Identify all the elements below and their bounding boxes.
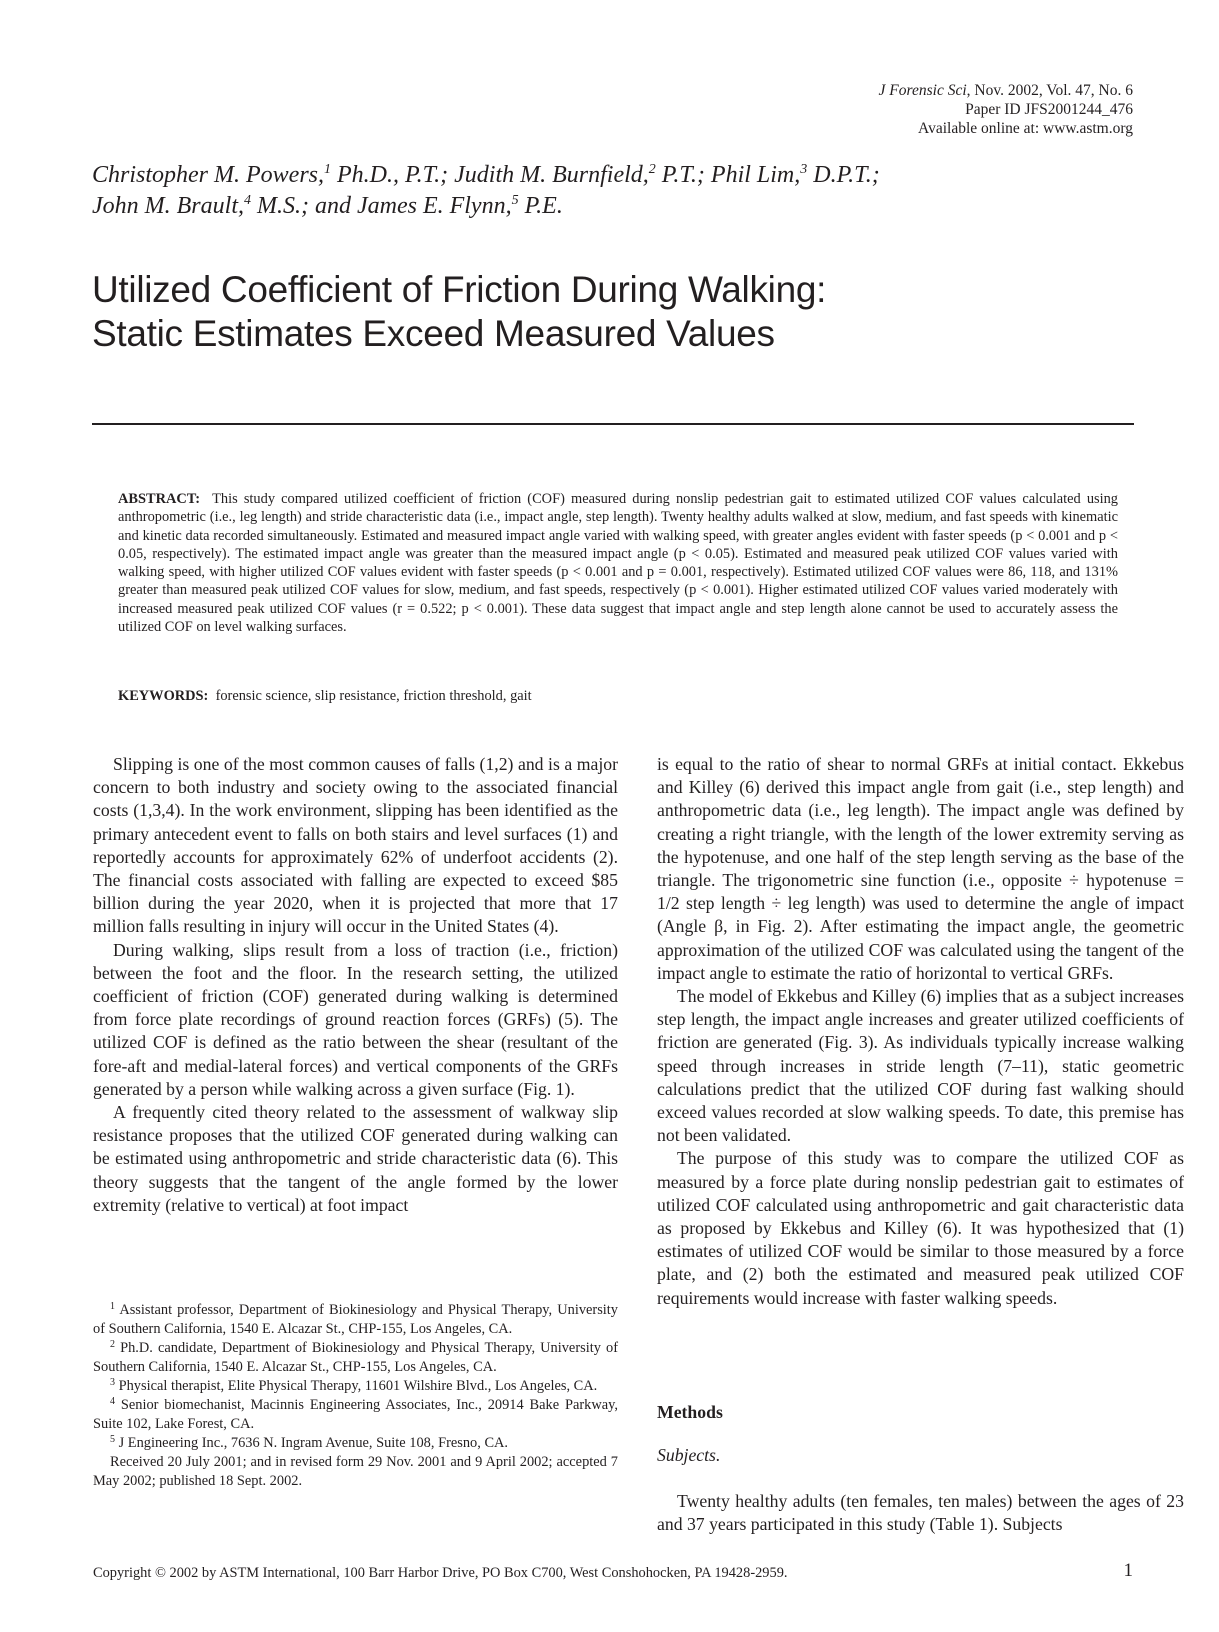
subsection-heading-subjects: Subjects. xyxy=(657,1445,721,1465)
body-paragraph: During walking, slips result from a loss of traction (i.e., friction) between the foot and the floor. In the research setting, the utilized coefficient of friction (COF) generated during walking is determined from force plate recordings of ground reaction forces (GRFs) (5). The utilized COF is defined as the ratio between the shear (resultant of the fore-aft and medial-lateral forces) and vertical components of the GRFs generated by a person while walking across a given surface (Fig. 1). xyxy=(93,939,618,1099)
title-line-1: Utilized Coefficient of Friction During Walking: xyxy=(92,269,827,310)
footnotes xyxy=(93,1301,618,1491)
paper-title xyxy=(92,268,1092,356)
received-dates: Received 20 July 2001; and in revised form 29 Nov. 2001 and 9 April 2002; accepted 7 May 2002; published 18 Sept. 2002. xyxy=(93,1454,618,1489)
paper-id: Paper ID JFS2001244_476 xyxy=(965,101,1133,118)
journal-reference xyxy=(879,81,1133,138)
body-column-left xyxy=(93,753,618,1217)
affiliation-marker: 2 xyxy=(648,162,656,177)
author-list xyxy=(92,160,1092,222)
title-divider xyxy=(92,423,1134,425)
footnote: $^5$ J Engineering Inc., 7636 N. Ingram Avenue, Suite 108, Fresno, CA. xyxy=(110,1434,509,1451)
journal-citation xyxy=(879,81,1133,100)
footnote: $^3$ Physical therapist, Elite Physical Therapy, 11601 Wilshire Blvd., Los Angeles, CA. xyxy=(110,1377,598,1394)
author: James E. Flynn,$^5$ P.E. xyxy=(356,193,563,219)
author: Judith M. Burnfield,$^2$ P.T.; xyxy=(454,162,711,188)
abstract-text: This study compared utilized coefficient of friction (COF) measured during nonslip pedestrian gait to estimated utilized COF values calculated using anthropometric (i.e., leg length) and stride characteristic data (i.e., impact angle, step length). Twenty healthy adults walked at slow, medium, and fast speeds with kinematic and kinetic data recorded simultaneously. Estimated and measured impact angle varied with walking speed, with greater angles evident with faster speeds (p < 0.001 and p < 0.05, respectively). The estimated impact angle was greater than the measured impact angle (p < 0.05). Estimated and measured peak utilized COF values varied with walking speed, with higher utilized COF values evident with faster speeds (p < 0.001 and p = 0.001, respectively). Estimated utilized COF values were 86, 118, and 131% greater than measured peak utilized COF values for slow, medium, and fast speeds, respectively (p < 0.001). Higher estimated utilized COF values varied moderately with increased measured peak utilized COF values (r = 0.522; p < 0.001). These data suggest that impact angle and step length alone cannot be used to accurately assess the utilized COF on level walking surfaces. xyxy=(118,491,1119,636)
availability-link[interactable]: Available online at: www.astm.org xyxy=(918,120,1133,137)
section-heading-methods: Methods xyxy=(657,1402,723,1422)
copyright-notice: Copyright © 2002 by ASTM International, 100 Barr Harbor Drive, PO Box C700, West Conshohocken, PA 19428-2959. xyxy=(93,1565,788,1581)
title-line-2: Static Estimates Exceed Measured Values xyxy=(92,313,775,354)
body-paragraph: A frequently cited theory related to the assessment of walkway slip resistance proposes that the utilized COF generated during walking can be estimated using anthropometric and stride characteristic data (6). This theory suggests that the tangent of the angle formed by the lower extremity (relative to vertical) at foot impact xyxy=(93,1102,618,1215)
footnote: $^1$ Assistant professor, Department of Biokinesiology and Physical Therapy, University of Southern California, 1540 E. Alcazar St., CHP-155, Los Angeles, CA. xyxy=(93,1301,618,1337)
body-column-right xyxy=(657,753,1184,1310)
body-paragraph: The purpose of this study was to compare the utilized COF as measured by a force plate during nonslip pedestrian gait to estimates of utilized COF calculated using anthropometric and gait characteristic data as proposed by Ekkebus and Killey (6). It was hypothesized that (1) estimates of utilized COF would be similar to those measured by a force plate, and (2) both the estimated and measured peak utilized COF requirements would increase with faster walking speeds. xyxy=(657,1148,1184,1308)
author: Christopher M. Powers,$^1$ Ph.D., P.T.; xyxy=(92,162,455,188)
subjects-section xyxy=(657,1490,1184,1536)
body-paragraph: Twenty healthy adults (ten females, ten males) between the ages of 23 and 37 years participated in this study (Table 1). Subjects xyxy=(657,1491,1184,1535)
author: John M. Brault,$^4$ M.S.; and xyxy=(92,193,357,219)
affiliation-marker: 4 xyxy=(243,193,251,208)
footnote: $^2$ Ph.D. candidate, Department of Biokinesiology and Physical Therapy, University of Southern California, 1540 E. Alcazar St., CHP-155, Los Angeles, CA. xyxy=(93,1339,618,1375)
journal-issue: , Nov. 2002, Vol. 47, No. 6 xyxy=(966,82,1133,99)
footnote: $^4$ Senior biomechanist, Macinnis Engineering Associates, Inc., 20914 Bake Parkway, Suite 102, Lake Forest, CA. xyxy=(93,1396,618,1432)
keywords xyxy=(118,687,1118,705)
abstract xyxy=(118,490,1118,636)
author: Phil Lim,$^3$ D.P.T.; xyxy=(710,162,880,188)
page-number: 1 xyxy=(1123,1560,1133,1581)
affiliation-marker: 1 xyxy=(324,162,332,177)
keywords-text: forensic science, slip resistance, friction threshold, gait xyxy=(215,688,532,704)
affiliation-marker: 3 xyxy=(800,162,808,177)
keywords-label: KEYWORDS: xyxy=(118,688,209,704)
body-paragraph: The model of Ekkebus and Killey (6) implies that as a subject increases step length, the impact angle increases and greater utilized coefficients of friction are generated (Fig. 3). As individuals typically increase walking speed through increases in stride length (7–11), static geometric calculations predict that the utilized COF during fast walking should exceed values recorded at slow walking speeds. To date, this premise has not been validated. xyxy=(657,986,1184,1146)
body-paragraph: Slipping is one of the most common causes of falls (1,2) and is a major concern to both industry and society owing to the associated financial costs (1,3,4). In the work environment, slipping has been identified as the primary antecedent event to falls on both stairs and level surfaces (1) and reportedly accounts for approximately 62% of underfoot accidents (2). The financial costs associated with falling are expected to exceed $85 billion during the year 2020, when it is projected that more that 17 million falls resulting in injury will occur in the United States (4). xyxy=(93,754,618,937)
abstract-label: ABSTRACT: xyxy=(118,491,201,507)
affiliation-marker: 5 xyxy=(511,193,519,208)
journal-name: J Forensic Sci xyxy=(878,82,967,99)
body-paragraph: is equal to the ratio of shear to normal GRFs at initial contact. Ekkebus and Killey (6) derived this impact angle from gait (i.e., step length) and anthropometric data (i.e., leg length). The impact angle was defined by creating a right triangle, with the length of the lower extremity serving as the hypotenuse, and one half of the step length serving as the base of the triangle. The trigonometric sine function (i.e., opposite ÷ hypotenuse = 1/2 step length ÷ leg length) was used to determine the angle of impact (Angle β, in Fig. 2). After estimating the impact angle, the geometric approximation of the utilized COF was calculated using the tangent of the impact angle to estimate the ratio of horizontal to vertical GRFs. xyxy=(657,754,1184,983)
